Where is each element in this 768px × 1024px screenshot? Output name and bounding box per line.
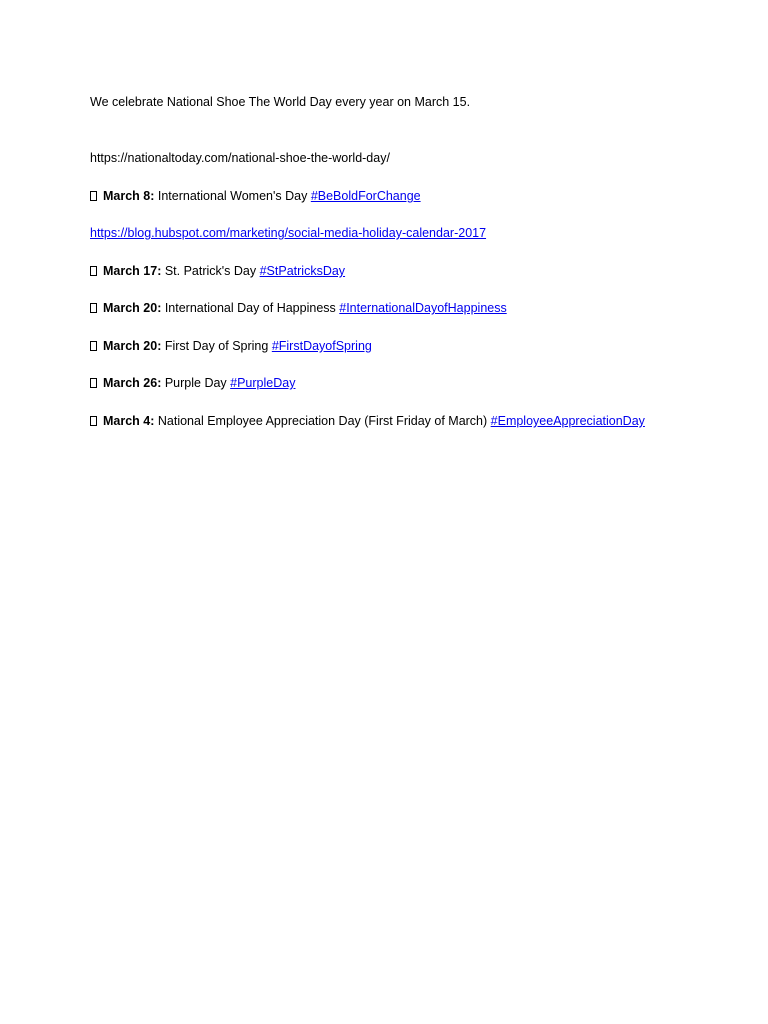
hashtag-link[interactable]: #InternationalDayofHappiness	[339, 301, 507, 315]
hubspot-link-line	[90, 225, 486, 241]
item-text: International Day of Happiness	[161, 301, 340, 315]
list-item	[90, 263, 345, 279]
item-date: March 20:	[103, 301, 162, 315]
list-item	[90, 375, 295, 391]
missing-glyph-box-icon	[90, 416, 97, 426]
item-date: March 26:	[103, 376, 162, 390]
hashtag-link[interactable]: #StPatricksDay	[259, 264, 346, 278]
missing-glyph-box-icon	[90, 303, 97, 313]
list-item	[90, 300, 507, 316]
missing-glyph-box-icon	[90, 378, 97, 388]
item-date: March 4:	[103, 414, 155, 428]
intro-paragraph: We celebrate National Shoe The World Day every year on March 15.	[90, 95, 471, 109]
hashtag-link[interactable]: #PurpleDay	[230, 376, 296, 390]
list-item	[90, 188, 421, 204]
list-item	[90, 413, 645, 429]
item-text: National Employee Appreciation Day (First Friday of March)	[154, 414, 491, 428]
item-text: International Women's Day	[154, 189, 311, 203]
missing-glyph-box-icon	[90, 266, 97, 276]
item-date: March 17:	[103, 264, 162, 278]
missing-glyph-box-icon	[90, 191, 97, 201]
hashtag-link[interactable]: #EmployeeAppreciationDay	[490, 414, 645, 428]
hashtag-link[interactable]: #BeBoldForChange	[310, 189, 421, 203]
item-text: Purple Day	[161, 376, 231, 390]
item-text: First Day of Spring	[161, 339, 272, 353]
list-item	[90, 338, 372, 354]
item-text: St. Patrick's Day	[161, 264, 260, 278]
item-date: March 20:	[103, 339, 162, 353]
hashtag-link[interactable]: #FirstDayofSpring	[271, 339, 372, 353]
hubspot-link[interactable]: https://blog.hubspot.com/marketing/social-media-holiday-calendar-2017	[90, 226, 487, 240]
missing-glyph-box-icon	[90, 341, 97, 351]
item-date: March 8:	[103, 189, 155, 203]
source-url-text: https://nationaltoday.com/national-shoe-the-world-day/	[90, 151, 390, 165]
